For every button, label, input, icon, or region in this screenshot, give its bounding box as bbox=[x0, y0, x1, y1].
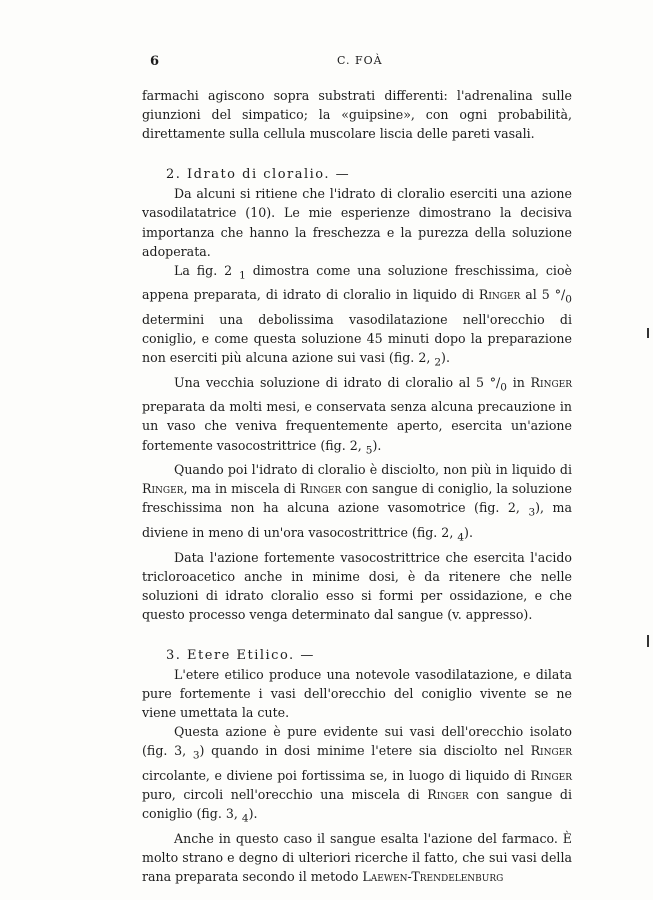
scan-artifact bbox=[647, 635, 649, 647]
section-heading bbox=[142, 165, 572, 184]
page-header bbox=[142, 54, 572, 74]
subscript: 1 bbox=[239, 269, 246, 282]
text-run: puro, circoli nell'orecchio una miscela di bbox=[142, 787, 428, 803]
subscript: 3 bbox=[192, 749, 200, 762]
paragraph bbox=[142, 722, 572, 829]
paragraph-continuation bbox=[142, 86, 572, 143]
subscript: 4 bbox=[457, 531, 465, 544]
subscript: 0 bbox=[500, 381, 507, 394]
running-title: C. FOÀ bbox=[337, 54, 383, 67]
paragraph bbox=[142, 373, 572, 460]
paragraph bbox=[142, 184, 572, 260]
text-run: 2. Idrato di cloralio. — bbox=[166, 167, 351, 183]
text-run: ) quando in dosi minime l'etere sia disciolto nel bbox=[199, 743, 531, 759]
text-run: ). bbox=[248, 806, 258, 822]
text-run: in bbox=[506, 374, 531, 390]
text-run: , ma in miscela di bbox=[183, 481, 300, 497]
text-run: 3. Etere Etilico. — bbox=[166, 647, 315, 663]
text-run: con sangue di coniglio (fig. 3, bbox=[142, 787, 572, 822]
subscript: 4 bbox=[241, 812, 249, 825]
text-run: Quando poi l'idrato di cloralio è disciolto, non più in liquido di bbox=[174, 462, 572, 478]
text-run: farmachi agiscono sopra substrati differenti: l'adrenalina sulle giunzioni del simpatico; la «guipsine», con ogni probabilità, direttamente sulla cellula muscolare liscia delle pareti vasali. bbox=[142, 88, 572, 142]
author-name: Ringer bbox=[530, 743, 573, 759]
paragraph bbox=[142, 261, 572, 373]
text-run: al 5 °/ bbox=[520, 287, 566, 303]
text-run: preparata da molti mesi, e conservata senza alcuna precauzione in un vaso che veniva frequentemente aperto, esercita un'azione fortemente vasocostrittrice (fig. 2, bbox=[142, 399, 572, 453]
author-name: Laewen-Trendelenburg bbox=[362, 869, 504, 885]
page-number: 6 bbox=[150, 54, 160, 69]
text-run: La fig. 2 bbox=[174, 262, 240, 278]
text-run: con sangue di coniglio, la soluzione freschissima non ha alcuna azione vasomotrice (fig. 2, bbox=[142, 481, 572, 516]
author-name: Ringer bbox=[530, 374, 572, 390]
subscript: 3 bbox=[528, 506, 536, 519]
text-run: dimostra come una soluzione freschissima, cioè appena preparata, di idrato di cloralio in liquido di bbox=[142, 262, 572, 303]
text-run: ). bbox=[372, 437, 382, 453]
text-run: circolante, e diviene poi fortissima se, in luogo di liquido di bbox=[142, 768, 531, 784]
paragraph bbox=[142, 665, 572, 722]
author-name: Ringer bbox=[142, 481, 184, 497]
text-run: Questa azione è pure evidente sui vasi dell'orecchio isolato (fig. 3, bbox=[142, 724, 572, 759]
text-run: ), ma diviene in meno di un'ora vasocostrittrice (fig. 2, bbox=[142, 500, 572, 540]
subscript: 5 bbox=[365, 444, 373, 457]
text-run: Anche in questo caso il sangue esalta l'azione del farmaco. È molto strano e degno di ulteriori ricerche il fatto, che sui vasi della rana preparata secondo il metodo bbox=[142, 830, 572, 885]
author-name: Ringer bbox=[427, 787, 469, 803]
text-run: ). bbox=[464, 524, 473, 540]
text-run: Da alcuni si ritiene che l'idrato di cloralio eserciti una azione vasodilatatrice (10). Le mie esperienze dimostrano la decisiva importanza che hanno la freschezza e la purezza della soluzione adoperata. bbox=[142, 186, 572, 259]
text-run: Data l'azione fortemente vasocostrittrice che esercita l'acido tricloroacetico anche in minime dosi, è da ritenere che nelle soluzioni di idrato cloralio esso si formi per ossidazione, e che questo processo venga determinato dal sangue (v. appresso). bbox=[142, 549, 572, 622]
section-heading bbox=[142, 646, 572, 665]
subscript: 2 bbox=[434, 356, 442, 369]
text-run: L'etere etilico produce una notevole vasodilatazione, e dilata pure fortemente i vasi dell'orecchio del coniglio vivente se ne viene umettata la cute. bbox=[142, 667, 572, 721]
author-name: Ringer bbox=[530, 768, 572, 784]
text-run: determini una debolissima vasodilatazione nell'orecchio di coniglio, e come questa soluzione 45 minuti dopo la preparazione non eserciti più alcuna azione sui vasi (fig. 2, bbox=[142, 311, 572, 366]
author-name: Ringer bbox=[299, 481, 342, 497]
author-name: Ringer bbox=[478, 287, 521, 303]
scan-artifact bbox=[647, 328, 649, 338]
text-run: Una vecchia soluzione di idrato di cloralio al 5 °/ bbox=[174, 374, 501, 390]
body-text bbox=[142, 86, 572, 886]
paragraph bbox=[142, 548, 572, 624]
subscript: 0 bbox=[565, 293, 572, 306]
paragraph bbox=[142, 460, 572, 547]
text-run: ). bbox=[441, 350, 450, 366]
paragraph bbox=[142, 829, 572, 886]
